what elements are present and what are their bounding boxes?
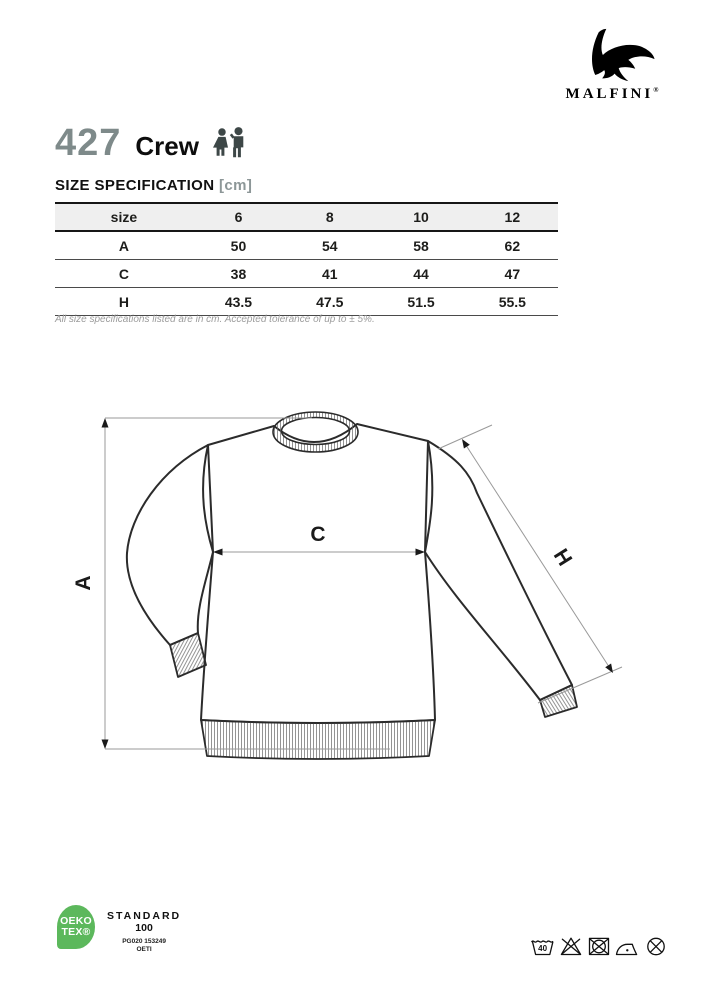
section-title: SIZE SPECIFICATION (55, 177, 215, 194)
oeko-tex-certification (57, 905, 181, 954)
row-label: A (55, 231, 193, 260)
right-sleeve (425, 441, 572, 700)
svg-text:40: 40 (538, 944, 548, 954)
cell: 47.5 (284, 288, 375, 316)
left-sleeve (127, 445, 213, 645)
kids-icon (213, 127, 249, 159)
cell: 55.5 (467, 288, 558, 316)
dim-label-C: C (310, 523, 326, 546)
oeko-tex-icon (57, 905, 95, 949)
table-row-H (55, 288, 558, 316)
col-header-size: size (55, 203, 193, 231)
table-row-C (55, 260, 558, 288)
product-title (55, 124, 249, 162)
section-heading (55, 177, 252, 194)
institute-label: OETI (136, 946, 152, 953)
care-symbols (531, 933, 671, 961)
do-not-bleach-icon (561, 938, 580, 954)
size-table (55, 202, 558, 316)
cell: 51.5 (375, 288, 466, 316)
do-not-dry-clean-icon (648, 938, 664, 954)
cell: 43.5 (193, 288, 284, 316)
eagle-icon (564, 24, 661, 86)
dim-label-A: A (72, 575, 95, 591)
product-code: 427 (55, 122, 122, 164)
oeko-line1: OEKO (60, 915, 92, 927)
cell: 38 (193, 260, 284, 288)
table-header-row (55, 203, 558, 231)
tolerance-note: All size specifications listed are in cm. Accepted tolerance of up to ± 5%. (55, 314, 375, 325)
row-label: H (55, 288, 193, 316)
certificate-number: PG020 153249 (122, 938, 166, 945)
hem-rib (201, 720, 435, 759)
sweatshirt-body (201, 424, 435, 723)
oeko-line2: TEX® (61, 926, 91, 938)
cell: 47 (467, 260, 558, 288)
cell: 41 (284, 260, 375, 288)
cell: 62 (467, 231, 558, 260)
cell: 54 (284, 231, 375, 260)
col-header-8: 8 (284, 203, 375, 231)
cell: 58 (375, 231, 466, 260)
product-name: Crew (135, 131, 199, 161)
brand-name: MALFINI® (565, 86, 659, 102)
col-header-12: 12 (467, 203, 558, 231)
standard-label: STANDARD (107, 910, 182, 922)
table-row-A (55, 231, 558, 260)
standard-number: 100 (135, 922, 153, 934)
col-header-6: 6 (193, 203, 284, 231)
cell: 44 (375, 260, 466, 288)
garment-diagram (60, 385, 660, 775)
section-unit: [cm] (219, 177, 253, 194)
brand-logo (558, 24, 666, 103)
certification-text (107, 905, 181, 954)
col-header-10: 10 (375, 203, 466, 231)
do-not-tumble-dry-icon (590, 938, 609, 954)
wash-40-icon (532, 941, 553, 954)
row-label: C (55, 260, 193, 288)
dim-label-H: H (548, 545, 577, 571)
registered-mark: ® (653, 86, 659, 94)
iron-one-dot-icon (617, 944, 637, 954)
cell: 50 (193, 231, 284, 260)
